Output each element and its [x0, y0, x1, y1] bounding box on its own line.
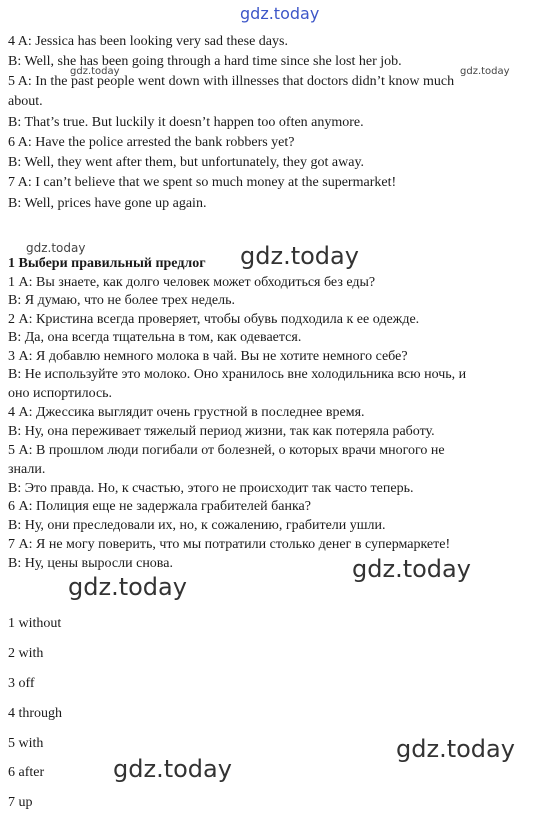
russian-line: 3 А: Я добавлю немного молока в чай. Вы не хотите немного себе?	[8, 349, 408, 364]
russian-line: В: Я думаю, что не более трех недель.	[8, 293, 236, 308]
watermark-small: gdz.today	[460, 66, 510, 77]
english-line: B: Well, she has been going through a hard time since she lost her job.	[8, 54, 402, 69]
answer-item: 1 without	[8, 616, 62, 631]
watermark-large: gdz.today	[352, 555, 471, 583]
answer-item: 2 with	[8, 646, 44, 661]
watermark-large: gdz.today	[68, 573, 187, 601]
watermark-large: gdz.today	[113, 755, 232, 783]
watermark-large: gdz.today	[240, 242, 359, 270]
russian-line: В: Не используйте это молоко. Оно хранилось вне холодильника всю ночь, и	[8, 367, 467, 382]
english-line: about.	[8, 94, 43, 109]
russian-line: В: Ну, цены выросли снова.	[8, 556, 173, 571]
english-line: 7 A: I can’t believe that we spent so much money at the supermarket!	[8, 175, 397, 190]
watermark-top: gdz.today	[240, 4, 320, 23]
russian-line: 4 А: Джессика выглядит очень грустной в последнее время.	[8, 405, 365, 420]
russian-line: В: Это правда. Но, к счастью, этого не происходит так часто теперь.	[8, 481, 414, 496]
watermark-small: gdz.today	[26, 241, 86, 255]
english-line: 4 A: Jessica has been looking very sad these days.	[8, 34, 288, 49]
english-line: 6 A: Have the police arrested the bank robbers yet?	[8, 135, 295, 150]
answer-item: 7 up	[8, 795, 33, 810]
watermark-large: gdz.today	[396, 735, 515, 763]
russian-line: знали.	[8, 462, 46, 477]
english-line: B: That’s true. But luckily it doesn’t happen too often anymore.	[8, 115, 364, 130]
russian-line: 6 А: Полиция еще не задержала грабителей банка?	[8, 499, 311, 514]
answer-item: 3 off	[8, 676, 35, 691]
russian-line: 7 А: Я не могу поверить, что мы потратили столько денег в супермаркете!	[8, 537, 451, 552]
answer-item: 5 with	[8, 736, 44, 751]
answer-item: 6 after	[8, 765, 45, 780]
russian-line: В: Ну, они преследовали их, но, к сожалению, грабители ушли.	[8, 518, 386, 533]
russian-line: 1 А: Вы знаете, как долго человек может обходиться без еды?	[8, 275, 376, 290]
russian-line: оно испортилось.	[8, 386, 113, 401]
russian-line: В: Да, она всегда тщательна в том, как одевается.	[8, 330, 302, 345]
english-line: B: Well, they went after them, but unfortunately, they got away.	[8, 155, 365, 170]
russian-line: В: Ну, она переживает тяжелый период жизни, так как потеряла работу.	[8, 424, 435, 439]
russian-line: 5 А: В прошлом люди погибали от болезней, о которых врачи многого не	[8, 443, 445, 458]
watermark-small: gdz.today	[70, 66, 120, 77]
russian-line: 2 А: Кристина всегда проверяет, чтобы обувь подходила к ее одежде.	[8, 312, 420, 327]
answer-item: 4 through	[8, 706, 63, 721]
task-heading: 1 Выбери правильный предлог	[8, 256, 206, 271]
english-line: B: Well, prices have gone up again.	[8, 196, 207, 211]
english-line: 5 A: In the past people went down with illnesses that doctors didn’t know much	[8, 74, 455, 89]
